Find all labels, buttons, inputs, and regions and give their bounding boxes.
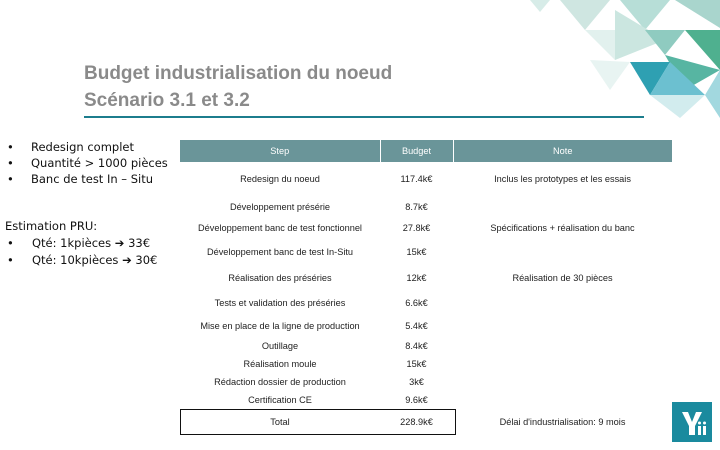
budget-cell: 12k€: [406, 273, 427, 283]
estimation-item: [5, 235, 157, 252]
estimation-label: Qté: 1kpièces: [32, 236, 112, 250]
note-cell: [453, 238, 672, 266]
table-row: [180, 162, 672, 196]
note-cell: Spécifications + réalisation du banc: [490, 222, 635, 233]
decorative-corner-pattern: [470, 0, 720, 120]
note-cell: [453, 355, 672, 373]
step-cell: Réalisation moule: [243, 359, 317, 369]
note-cell: [453, 196, 672, 217]
budget-cell: 9.6k€: [405, 395, 428, 405]
estimation-label: Qté: 10kpièces: [32, 253, 119, 267]
right-arrow-icon: ➔: [122, 253, 132, 267]
table-header-row: [180, 140, 672, 162]
note-cell: [453, 290, 672, 315]
table-row: [180, 391, 672, 409]
step-cell: Développement présérie: [229, 201, 331, 212]
note-cell: [453, 391, 672, 409]
budget-table: [180, 140, 672, 435]
budget-cell: 15k€: [406, 247, 427, 257]
budget-cell: 117.4k€: [400, 174, 433, 184]
budget-cell: 8.7k€: [405, 201, 428, 212]
total-budget-cell: 228.9k€: [400, 417, 433, 427]
note-cell: [453, 315, 672, 337]
step-cell: Développement banc de test In-Situ: [206, 247, 354, 257]
table-row: [180, 238, 672, 266]
budget-cell: 5.4k€: [405, 321, 428, 331]
table-row: [180, 266, 672, 290]
estimation-item: [5, 252, 157, 269]
table-row: [180, 373, 672, 391]
step-cell: Mise en place de la ligne de production: [200, 321, 360, 331]
budget-cell: 3k€: [409, 377, 424, 387]
estimation-value: 30€: [135, 253, 158, 267]
total-label-cell: Total: [270, 417, 290, 427]
budget-cell: 8.4k€: [405, 341, 428, 351]
estimation-block: [5, 218, 157, 269]
estimation-value: 33€: [128, 236, 151, 250]
step-cell: Réalisation des préséries: [228, 273, 332, 283]
table-row: [180, 290, 672, 315]
estimation-heading: Estimation PRU:: [5, 219, 98, 233]
note-cell: Inclus les prototypes et les essais: [494, 174, 631, 184]
total-note-cell: Délai d'industrialisation: 9 mois: [499, 417, 626, 427]
note-cell: [453, 337, 672, 355]
note-cell: [453, 373, 672, 391]
step-cell: Tests et validation des préséries: [214, 297, 346, 308]
logo-icon: [672, 402, 712, 442]
note-cell: Réalisation de 30 pièces: [512, 273, 613, 283]
title-line-2: Scénario 3.1 et 3.2: [84, 90, 250, 111]
column-header-step: Step: [180, 140, 380, 162]
step-cell: Développement banc de test fonctionnel: [198, 222, 362, 233]
table-row: [180, 217, 672, 238]
yii-logo: [672, 402, 712, 442]
step-cell: Redesign du noeud: [240, 174, 320, 184]
bullet-item: • Banc de test In – Situ: [7, 171, 168, 187]
total-row: [180, 409, 672, 435]
scope-bullet-list: [7, 139, 168, 187]
table-row: [180, 196, 672, 217]
budget-cell: 6.6k€: [405, 297, 428, 308]
budget-cell: 15k€: [406, 359, 427, 369]
table-row: [180, 315, 672, 337]
table-row: [180, 355, 672, 373]
column-header-note: Note: [453, 140, 672, 162]
bullet-item: • Redesign complet: [7, 139, 168, 155]
title-line-1: Budget industrialisation du noeud: [84, 63, 393, 84]
table-row: [180, 337, 672, 355]
page-title: [84, 60, 392, 114]
step-cell: Outillage: [261, 341, 299, 351]
title-underline: [84, 116, 644, 118]
step-cell: Rédaction dossier de production: [214, 377, 346, 387]
step-cell: Certification CE: [248, 395, 312, 405]
bullet-item: • Quantité > 1000 pièces: [7, 155, 168, 171]
column-header-budget: Budget: [380, 140, 453, 162]
right-arrow-icon: ➔: [114, 236, 125, 250]
budget-cell: 27.8k€: [402, 222, 431, 233]
